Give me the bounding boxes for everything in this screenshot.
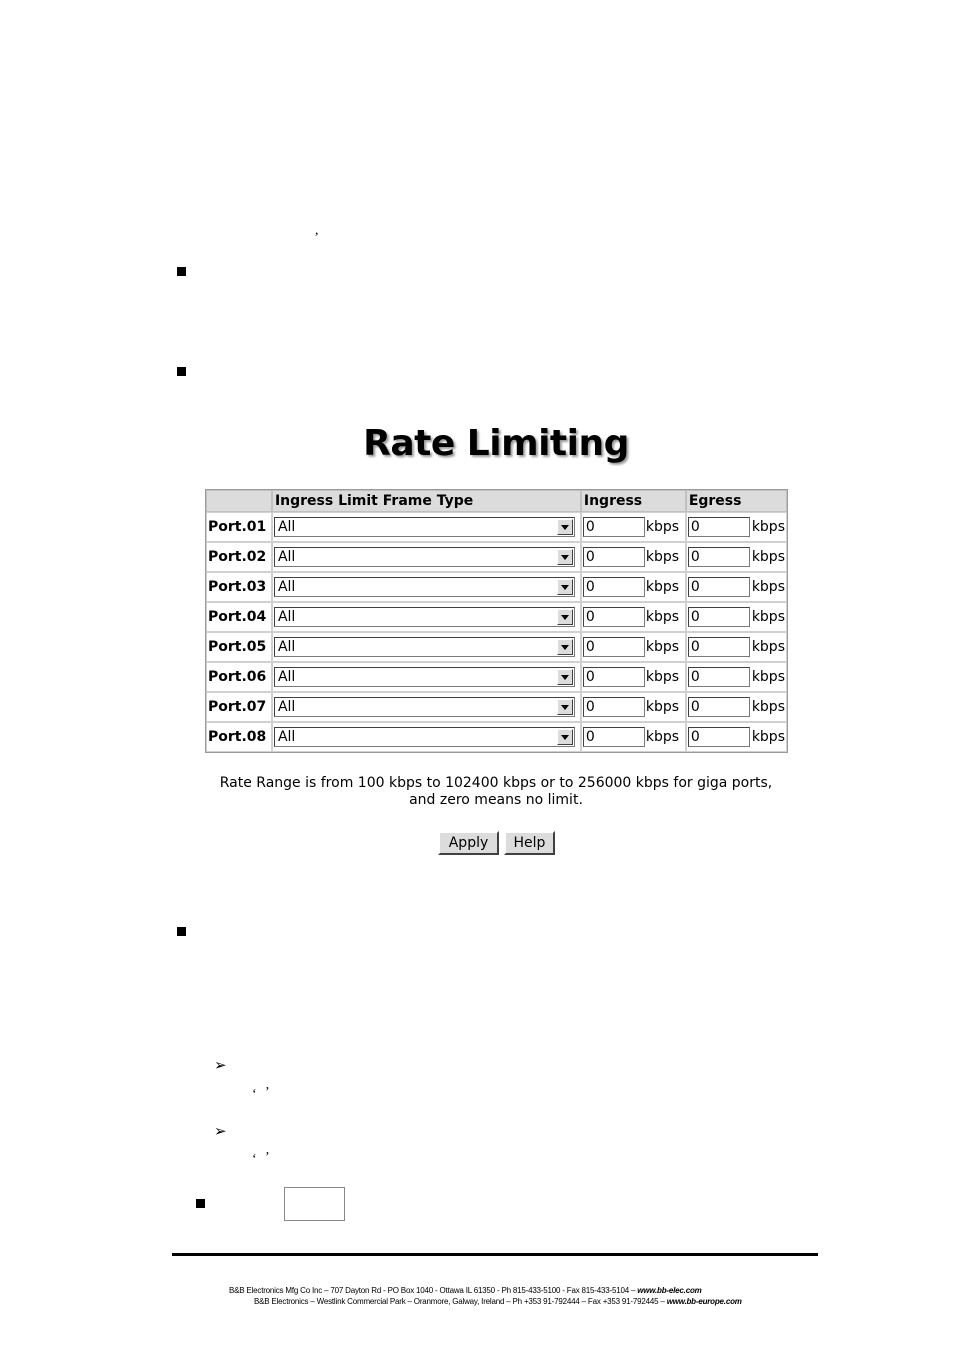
table-row — [206, 722, 787, 752]
frame-type-cell — [272, 722, 581, 752]
egress-cell — [686, 572, 787, 602]
frame-type-select[interactable] — [274, 577, 575, 597]
chevron-down-icon[interactable] — [557, 549, 573, 565]
frame-type-value: All — [277, 699, 296, 715]
table-row — [206, 542, 787, 572]
egress-unit-label: kbps — [751, 609, 785, 625]
frame-type-value: All — [277, 519, 296, 535]
frame-type-cell — [272, 602, 581, 632]
chevron-down-icon[interactable] — [557, 729, 573, 745]
frame-type-value: All — [277, 639, 296, 655]
ingress-cell — [581, 572, 686, 602]
ingress-cell — [581, 722, 686, 752]
ingress-unit-label: kbps — [645, 579, 680, 595]
egress-rate-input[interactable] — [688, 607, 750, 627]
port-label: Port.02 — [206, 542, 272, 572]
stray-comma: , — [315, 223, 319, 238]
frame-type-cell — [272, 692, 581, 722]
frame-type-select[interactable] — [274, 517, 575, 537]
frame-type-select[interactable] — [274, 697, 575, 717]
apply-button[interactable]: Apply — [438, 831, 499, 855]
frame-type-cell — [272, 512, 581, 542]
ingress-unit-label: kbps — [645, 699, 680, 715]
egress-cell — [686, 632, 787, 662]
port-label: Port.05 — [206, 632, 272, 662]
egress-rate-input[interactable] — [688, 637, 750, 657]
chevron-down-icon[interactable] — [557, 579, 573, 595]
port-label: Port.04 — [206, 602, 272, 632]
egress-unit-label: kbps — [751, 579, 785, 595]
egress-cell — [686, 662, 787, 692]
frame-type-cell — [272, 662, 581, 692]
table-row — [206, 632, 787, 662]
egress-rate-input[interactable] — [688, 517, 750, 537]
bullet-square-icon — [177, 927, 186, 936]
ingress-unit-label: kbps — [645, 729, 680, 745]
port-label: Port.03 — [206, 572, 272, 602]
ingress-rate-input[interactable] — [583, 547, 645, 567]
egress-unit-label: kbps — [751, 549, 785, 565]
table-row — [206, 572, 787, 602]
egress-rate-input[interactable] — [688, 727, 750, 747]
bullet-square-icon — [177, 267, 186, 276]
frame-type-select[interactable] — [274, 637, 575, 657]
frame-type-select[interactable] — [274, 547, 575, 567]
frame-type-value: All — [277, 609, 296, 625]
arrow-bullet-icon: ➢ — [214, 1122, 227, 1140]
egress-unit-label: kbps — [751, 699, 785, 715]
stray-quote-open: ‘ — [252, 1087, 257, 1102]
frame-type-value: All — [277, 579, 296, 595]
port-label: Port.06 — [206, 662, 272, 692]
ingress-rate-input[interactable] — [583, 637, 645, 657]
column-header-frame-type: Ingress Limit Frame Type — [272, 490, 581, 512]
frame-type-value: All — [277, 669, 296, 685]
column-header-port — [206, 490, 272, 512]
footer-us-address: B&B Electronics Mfg Co Inc – 707 Dayton Rd - PO Box 1040 - Ottawa IL 61350 - Ph 815-433-5100 - Fax 815-433-5104 – — [229, 1286, 638, 1295]
ingress-rate-input[interactable] — [583, 697, 645, 717]
ingress-rate-input[interactable] — [583, 667, 645, 687]
footer-us-link[interactable]: www.bb-elec.com — [637, 1286, 702, 1295]
ingress-rate-input[interactable] — [583, 607, 645, 627]
footer-divider — [172, 1253, 818, 1256]
egress-unit-label: kbps — [751, 639, 785, 655]
egress-unit-label: kbps — [751, 729, 785, 745]
chevron-down-icon[interactable] — [557, 669, 573, 685]
frame-type-value: All — [277, 729, 296, 745]
stray-quote-close: ’ — [265, 1150, 270, 1165]
table-row — [206, 662, 787, 692]
egress-cell — [686, 512, 787, 542]
rate-limiting-table — [205, 489, 788, 753]
frame-type-value: All — [277, 549, 296, 565]
ingress-unit-label: kbps — [645, 639, 680, 655]
ingress-cell — [581, 692, 686, 722]
table-header-row — [206, 490, 787, 512]
bullet-square-icon — [177, 367, 186, 376]
column-header-egress: Egress — [686, 490, 787, 512]
ingress-rate-input[interactable] — [583, 577, 645, 597]
ingress-cell — [581, 512, 686, 542]
page-title: Rate Limiting — [363, 423, 629, 464]
egress-rate-input[interactable] — [688, 547, 750, 567]
chevron-down-icon[interactable] — [557, 639, 573, 655]
footer-eu-address: B&B Electronics – Westlink Commercial Park – Oranmore, Galway, Ireland – Ph +353 91-792444 – Fax +353 91-792445 – — [254, 1297, 667, 1306]
stray-quote-open: ‘ — [252, 1152, 257, 1167]
port-label: Port.07 — [206, 692, 272, 722]
chevron-down-icon[interactable] — [557, 519, 573, 535]
footer-eu-link[interactable]: www.bb-europe.com — [666, 1297, 742, 1306]
frame-type-select[interactable] — [274, 667, 575, 687]
footer-line-eu — [254, 1297, 742, 1306]
chevron-down-icon[interactable] — [557, 699, 573, 715]
egress-cell — [686, 602, 787, 632]
ingress-rate-input[interactable] — [583, 517, 645, 537]
ingress-unit-label: kbps — [645, 609, 680, 625]
frame-type-cell — [272, 632, 581, 662]
table-row — [206, 512, 787, 542]
rate-range-note-line1: Rate Range is from 100 kbps to 102400 kbps or to 256000 kbps for giga ports, — [219, 775, 773, 791]
ingress-cell — [581, 662, 686, 692]
egress-cell — [686, 722, 787, 752]
ingress-cell — [581, 632, 686, 662]
port-label: Port.01 — [206, 512, 272, 542]
help-button[interactable]: Help — [504, 831, 555, 855]
ingress-unit-label: kbps — [645, 549, 680, 565]
ingress-unit-label: kbps — [645, 669, 680, 685]
ingress-cell — [581, 602, 686, 632]
egress-unit-label: kbps — [751, 669, 785, 685]
bullet-square-icon — [196, 1199, 205, 1208]
egress-rate-input[interactable] — [688, 697, 750, 717]
egress-cell — [686, 692, 787, 722]
table-row — [206, 692, 787, 722]
ingress-cell — [581, 542, 686, 572]
egress-rate-input[interactable] — [688, 667, 750, 687]
stray-quote-close: ’ — [265, 1085, 270, 1100]
frame-type-cell — [272, 542, 581, 572]
frame-type-select[interactable] — [274, 727, 575, 747]
ingress-unit-label: kbps — [645, 519, 680, 535]
frame-type-cell — [272, 572, 581, 602]
port-label: Port.08 — [206, 722, 272, 752]
frame-type-select[interactable] — [274, 607, 575, 627]
ingress-rate-input[interactable] — [583, 727, 645, 747]
table-row — [206, 602, 787, 632]
blank-button-image — [284, 1187, 345, 1221]
column-header-ingress: Ingress — [581, 490, 686, 512]
rate-range-note — [190, 775, 802, 809]
egress-cell — [686, 542, 787, 572]
arrow-bullet-icon: ➢ — [214, 1056, 227, 1074]
rate-range-note-line2: and zero means no limit. — [409, 792, 583, 808]
footer-line-us — [229, 1286, 702, 1295]
egress-rate-input[interactable] — [688, 577, 750, 597]
egress-unit-label: kbps — [751, 519, 785, 535]
chevron-down-icon[interactable] — [557, 609, 573, 625]
